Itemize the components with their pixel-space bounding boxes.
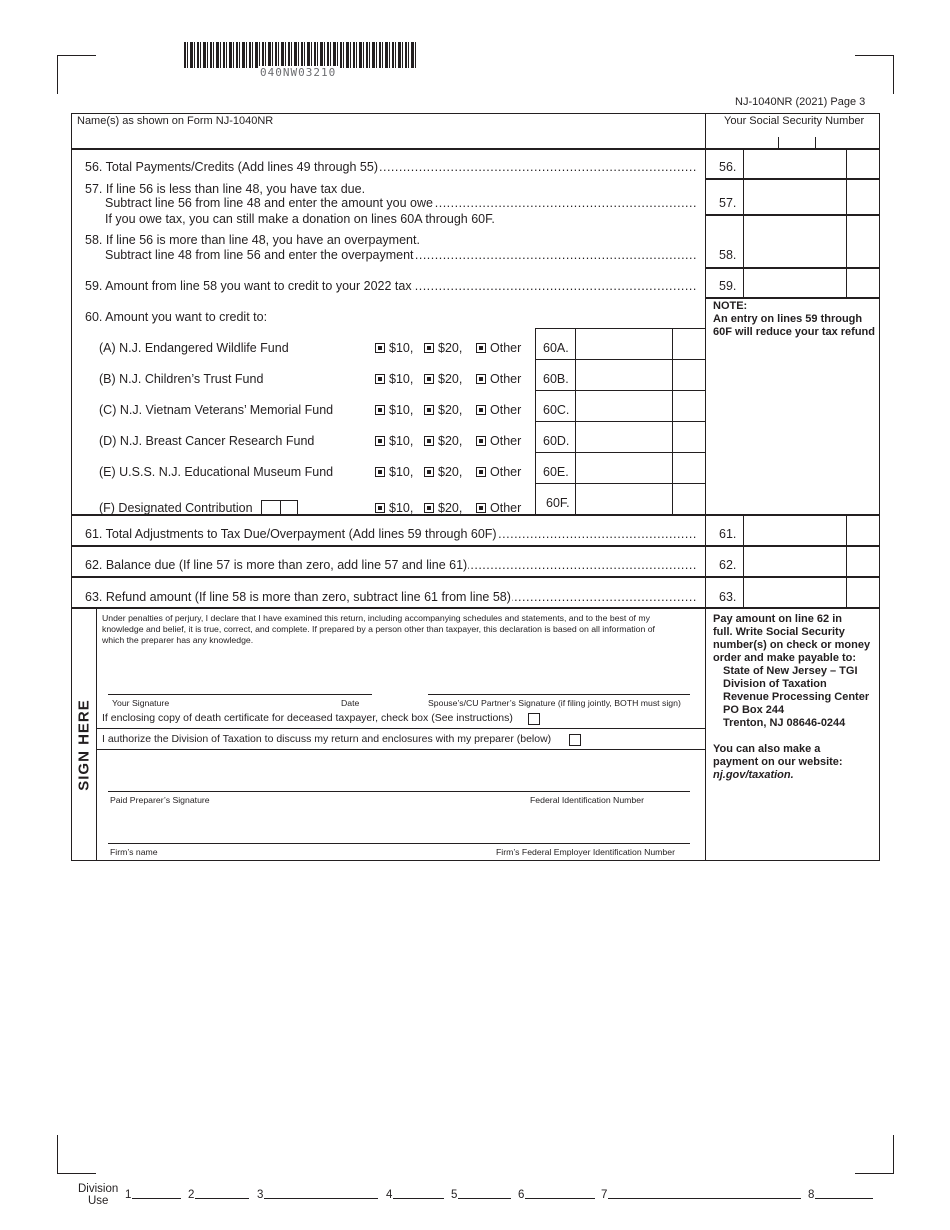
note-title: NOTE: <box>713 300 748 312</box>
fund-b-10-checkbox[interactable] <box>375 374 385 384</box>
perjury-statement-3: which the preparer has any knowledge. <box>102 635 254 645</box>
line-61-text: 61. Total Adjustments to Tax Due/Overpayment (Add lines 59 through 60F) ..... <box>85 527 698 542</box>
fund-e-other-checkbox[interactable] <box>476 467 486 477</box>
fund-b-20-label: $20, <box>438 372 463 386</box>
line-56-text: 56. Total Payments/Credits (Add lines 49 through 55) ..... <box>85 160 698 175</box>
fund-f-20-checkbox[interactable] <box>424 503 434 513</box>
fund-a-code: 60A. <box>543 341 569 355</box>
line-60-text: 60. Amount you want to credit to: <box>85 310 268 324</box>
note-line-1: An entry on lines 59 through <box>713 313 863 325</box>
payment-address-1: State of New Jersey – TGI <box>723 665 858 677</box>
division-field-8-number: 8 <box>808 1189 815 1201</box>
fund-c-10-label: $10, <box>389 403 414 417</box>
ssn-label: Your Social Security Number <box>724 115 865 127</box>
barcode-text: 040NW03210 <box>260 66 337 79</box>
payment-instructions-1: Pay amount on line 62 in <box>713 613 842 625</box>
ssn-field[interactable] <box>706 128 879 148</box>
line-58-text-2: Subtract line 48 from line 56 and enter the overpayment ..... <box>105 248 698 263</box>
division-field-2[interactable] <box>195 1198 249 1199</box>
line-57-note: If you owe tax, you can still make a donation on lines 60A through 60F. <box>105 212 495 226</box>
sign-here-heading: SIGN HERE <box>75 699 93 791</box>
line-61-number: 61. <box>719 527 737 541</box>
fund-e-20-label: $20, <box>438 465 463 479</box>
fund-c-20-checkbox[interactable] <box>424 405 434 415</box>
corner-mark-bottom-right <box>855 1135 894 1174</box>
division-field-6-number: 6 <box>518 1189 525 1201</box>
fund-b-code: 60B. <box>543 372 569 386</box>
firm-fein-label: Firm’s Federal Employer Identification Number <box>496 847 675 857</box>
federal-id-field[interactable] <box>520 757 690 791</box>
name-label: Name(s) as shown on Form NJ-1040NR <box>77 115 274 127</box>
fund-c-code: 60C. <box>543 403 570 417</box>
payment-address-5: Trenton, NJ 08646-0244 <box>723 717 846 729</box>
fund-d-code: 60D. <box>543 434 570 448</box>
fund-b-10-label: $10, <box>389 372 414 386</box>
payment-instructions-2: full. Write Social Security <box>713 626 845 638</box>
divider <box>96 749 705 750</box>
line-58-text: 58. If line 56 is more than line 48, you have an overpayment. <box>85 233 420 247</box>
authorize-preparer-checkbox[interactable] <box>569 734 581 746</box>
line-59-number: 59. <box>719 279 737 293</box>
fund-d-label: (D) N.J. Breast Cancer Research Fund <box>99 434 315 448</box>
fund-e-10-checkbox[interactable] <box>375 467 385 477</box>
line-61-amount-field[interactable] <box>744 516 879 545</box>
fund-a-10-checkbox[interactable] <box>375 343 385 353</box>
authorize-preparer-text: I authorize the Division of Taxation to discuss my return and enclosures with my preparer (below) <box>102 733 552 745</box>
division-field-2-number: 2 <box>188 1189 195 1201</box>
divider <box>108 843 690 844</box>
divider <box>108 791 690 792</box>
firm-fein-field[interactable] <box>495 810 690 843</box>
firm-name-label: Firm’s name <box>110 847 158 857</box>
fund-a-20-checkbox[interactable] <box>424 343 434 353</box>
division-field-5-number: 5 <box>451 1189 458 1201</box>
fund-c-label: (C) N.J. Vietnam Veterans’ Memorial Fund <box>99 403 334 417</box>
fund-f-other-label: Other <box>490 501 522 515</box>
division-use-label-2: Use <box>88 1195 109 1207</box>
fund-e-amount-field[interactable] <box>576 453 704 483</box>
fund-f-code: 60F. <box>546 496 570 510</box>
barcode <box>184 42 416 68</box>
fund-c-20-label: $20, <box>438 403 463 417</box>
line-62-amount-field[interactable] <box>744 547 879 576</box>
division-field-1[interactable] <box>132 1198 181 1199</box>
fund-e-code: 60E. <box>543 465 569 479</box>
spouse-signature-field[interactable] <box>428 660 690 694</box>
line-56-number: 56. <box>719 160 737 174</box>
line-59-amount-field[interactable] <box>744 268 879 297</box>
corner-mark-bottom-left <box>57 1135 96 1174</box>
firm-name-field[interactable] <box>108 810 488 843</box>
fund-b-amount-field[interactable] <box>576 360 704 390</box>
division-use-label-1: Division <box>78 1183 119 1195</box>
fund-d-20-checkbox[interactable] <box>424 436 434 446</box>
division-field-5[interactable] <box>458 1198 511 1199</box>
preparer-signature-label: Paid Preparer’s Signature <box>110 795 210 805</box>
payment-address-4: PO Box 244 <box>723 704 785 716</box>
line-63-number: 63. <box>719 590 737 604</box>
line-62-number: 62. <box>719 558 737 572</box>
line-58-number: 58. <box>719 248 737 262</box>
fund-a-other-label: Other <box>490 341 522 355</box>
division-field-4-number: 4 <box>386 1189 393 1201</box>
division-field-4[interactable] <box>393 1198 444 1199</box>
line-58-amount-field[interactable] <box>744 215 879 267</box>
fund-f-20-label: $20, <box>438 501 463 515</box>
divider <box>108 694 372 695</box>
fund-d-10-label: $10, <box>389 434 414 448</box>
fund-b-other-label: Other <box>490 372 522 386</box>
division-field-3-number: 3 <box>257 1189 264 1201</box>
line-63-text: 63. Refund amount (If line 58 is more than zero, subtract line 61 from line 58) ..... <box>85 590 698 605</box>
divider <box>71 607 880 609</box>
fund-d-20-label: $20, <box>438 434 463 448</box>
fund-a-other-checkbox[interactable] <box>476 343 486 353</box>
fund-c-10-checkbox[interactable] <box>375 405 385 415</box>
divider <box>96 728 705 729</box>
federal-id-label: Federal Identification Number <box>530 795 644 805</box>
fund-d-amount-field[interactable] <box>576 422 704 452</box>
fund-e-label: (E) U.S.S. N.J. Educational Museum Fund <box>99 465 334 479</box>
line-57-text-2: Subtract line 56 from line 48 and enter the amount you owe ..... <box>105 196 698 211</box>
perjury-statement-1: Under penalties of perjury, I declare that I have examined this return, including accompanying schedules and statements, and to the best of my <box>102 613 650 623</box>
corner-mark-top-left <box>57 55 96 94</box>
line-62-text: 62. Balance due (If line 57 is more than zero, add line 57 and line 61) ..... <box>85 558 698 573</box>
corner-mark-top-right <box>855 55 894 94</box>
fund-a-10-label: $10, <box>389 341 414 355</box>
fund-c-other-label: Other <box>490 403 522 417</box>
division-field-7[interactable] <box>608 1198 801 1199</box>
fund-b-label: (B) N.J. Children’s Trust Fund <box>99 372 264 386</box>
line-59-text: 59. Amount from line 58 you want to credit to your 2022 tax ..... <box>85 279 698 294</box>
spouse-signature-label: Spouse’s/CU Partner’s Signature (if filing jointly, BOTH must sign) <box>428 698 681 708</box>
line-56-amount-field[interactable] <box>744 149 879 178</box>
fund-b-20-checkbox[interactable] <box>424 374 434 384</box>
payment-instructions-3: number(s) on check or money <box>713 639 871 651</box>
web-payment-2: payment on our website: <box>713 756 843 768</box>
page-label: NJ-1040NR (2021) Page 3 <box>735 96 866 108</box>
line-63-amount-field[interactable] <box>744 578 879 607</box>
perjury-statement-2: knowledge and belief, it is true, correct, and complete. If prepared by a person other than taxpayer, this declaration is based on all information of <box>102 624 655 634</box>
divider <box>815 137 816 148</box>
fund-f-label: (F) Designated Contribution <box>99 501 253 515</box>
your-signature-label: Your Signature <box>112 698 170 708</box>
fund-a-amount-field[interactable] <box>576 329 704 359</box>
line-57-amount-field[interactable] <box>744 179 879 214</box>
fund-f-10-label: $10, <box>389 501 414 515</box>
payment-address-3: Revenue Processing Center <box>723 691 870 703</box>
fund-f-other-checkbox[interactable] <box>476 503 486 513</box>
divider <box>705 113 706 861</box>
fund-a-20-label: $20, <box>438 341 463 355</box>
web-payment-1: You can also make a <box>713 743 821 755</box>
fund-f-10-checkbox[interactable] <box>375 503 385 513</box>
your-signature-field[interactable] <box>108 660 328 694</box>
fund-c-other-checkbox[interactable] <box>476 405 486 415</box>
fund-d-other-checkbox[interactable] <box>476 436 486 446</box>
division-field-6[interactable] <box>525 1198 595 1199</box>
division-field-3[interactable] <box>264 1198 378 1199</box>
divider <box>778 137 779 148</box>
name-field[interactable] <box>72 128 705 148</box>
fund-b-other-checkbox[interactable] <box>476 374 486 384</box>
fund-f-amount-field[interactable] <box>576 484 704 514</box>
fund-a-label: (A) N.J. Endangered Wildlife Fund <box>99 341 289 355</box>
web-payment-link[interactable]: nj.gov/taxation. <box>713 769 794 781</box>
date-label: Date <box>341 698 360 708</box>
death-certificate-checkbox[interactable] <box>528 713 540 725</box>
fund-e-20-checkbox[interactable] <box>424 467 434 477</box>
preparer-signature-field[interactable] <box>108 757 508 791</box>
divider <box>428 694 690 695</box>
payment-instructions-4: order and make payable to: <box>713 652 857 664</box>
signature-date-field[interactable] <box>330 660 372 694</box>
fund-e-other-label: Other <box>490 465 522 479</box>
line-57-text: 57. If line 56 is less than line 48, you have tax due. <box>85 182 366 196</box>
division-field-1-number: 1 <box>125 1189 132 1201</box>
payment-address-2: Division of Taxation <box>723 678 827 690</box>
death-certificate-text: If enclosing copy of death certificate for deceased taxpayer, check box (See instructions) <box>102 712 513 724</box>
division-field-8[interactable] <box>815 1198 873 1199</box>
fund-d-other-label: Other <box>490 434 522 448</box>
division-field-7-number: 7 <box>601 1189 608 1201</box>
divider <box>705 297 880 299</box>
line-57-number: 57. <box>719 196 737 210</box>
note-line-2: 60F will reduce your tax refund <box>713 326 875 338</box>
fund-c-amount-field[interactable] <box>576 391 704 421</box>
fund-d-10-checkbox[interactable] <box>375 436 385 446</box>
fund-e-10-label: $10, <box>389 465 414 479</box>
